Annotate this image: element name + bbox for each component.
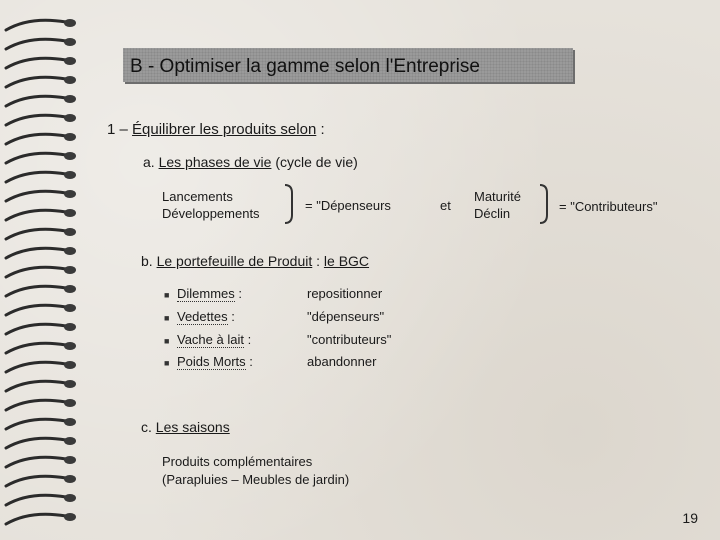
spiral-hole bbox=[64, 228, 76, 236]
spiral-hole bbox=[64, 304, 76, 312]
item-value: repositionner bbox=[307, 286, 383, 301]
part-c-line-2: (Parapluies – Meubles de jardin) bbox=[162, 472, 350, 487]
left-bracket bbox=[283, 183, 297, 225]
right-result: = "Contributeurs" bbox=[559, 199, 658, 214]
spiral-ring bbox=[6, 343, 66, 353]
part-a-label: a. bbox=[143, 154, 155, 170]
spiral-hole bbox=[64, 152, 76, 160]
spiral-ring bbox=[6, 324, 66, 334]
section-1-colon: : bbox=[320, 121, 325, 138]
spiral-ring bbox=[6, 248, 66, 258]
spiral-ring bbox=[6, 58, 66, 68]
part-a-heading bbox=[143, 154, 358, 170]
item-term: Vache à lait : bbox=[177, 332, 252, 347]
part-b-label: b. bbox=[141, 253, 153, 269]
spiral-ring bbox=[6, 305, 66, 315]
item-value: "dépenseurs" bbox=[307, 309, 385, 324]
part-c-heading bbox=[141, 419, 230, 435]
spiral-hole bbox=[64, 399, 76, 407]
section-1-heading-text: Équilibrer les produits selon bbox=[132, 121, 317, 138]
item-value: "contributeurs" bbox=[307, 332, 392, 347]
spiral-binding bbox=[0, 0, 82, 540]
part-a-title: Les phases de vie bbox=[158, 154, 272, 170]
spiral-hole bbox=[64, 57, 76, 65]
spiral-ring bbox=[6, 172, 66, 182]
part-c-title: Les saisons bbox=[155, 419, 230, 435]
spiral-hole bbox=[64, 133, 76, 141]
spiral-hole bbox=[64, 285, 76, 293]
spiral-ring bbox=[6, 514, 66, 524]
item-term: Vedettes : bbox=[177, 309, 235, 324]
slide-title: B - Optimiser la gamme selon l'Entreprise bbox=[130, 56, 480, 77]
spiral-ring bbox=[6, 115, 66, 125]
spiral-hole bbox=[64, 437, 76, 445]
spiral-ring bbox=[6, 210, 66, 220]
part-a-subtitle: (cycle de vie) bbox=[275, 154, 358, 170]
spiral-ring bbox=[6, 362, 66, 372]
part-c-line-1: Produits complémentaires bbox=[162, 454, 313, 469]
spiral-ring bbox=[6, 381, 66, 391]
spiral-hole bbox=[64, 19, 76, 27]
spiral-ring bbox=[6, 229, 66, 239]
spiral-hole bbox=[64, 456, 76, 464]
bullet-icon: ■ bbox=[164, 358, 170, 368]
spiral-ring bbox=[6, 134, 66, 144]
spiral-ring bbox=[6, 438, 66, 448]
spiral-hole bbox=[64, 266, 76, 274]
spiral-ring bbox=[6, 495, 66, 505]
bullet-icon: ■ bbox=[164, 336, 170, 346]
right-phases bbox=[474, 188, 521, 222]
phase-lancements: Lancements bbox=[162, 189, 233, 204]
right-bracket bbox=[538, 183, 552, 225]
spiral-ring bbox=[6, 191, 66, 201]
section-1-heading bbox=[107, 121, 325, 138]
spiral-hole bbox=[64, 95, 76, 103]
bullet-icon: ■ bbox=[164, 290, 170, 300]
page-number: 19 bbox=[682, 510, 698, 526]
phase-declin: Déclin bbox=[474, 206, 511, 221]
bullet-icon: ■ bbox=[164, 313, 170, 323]
spiral-hole bbox=[64, 114, 76, 122]
spiral-hole bbox=[64, 76, 76, 84]
spiral-hole bbox=[64, 171, 76, 179]
spiral-ring bbox=[6, 20, 66, 30]
spiral-ring bbox=[6, 39, 66, 49]
spiral-ring bbox=[6, 153, 66, 163]
spiral-ring bbox=[6, 267, 66, 277]
spiral-ring bbox=[6, 476, 66, 486]
spiral-hole bbox=[64, 361, 76, 369]
phase-maturite: Maturité bbox=[474, 189, 521, 204]
left-result: = "Dépenseurs bbox=[305, 198, 391, 213]
part-b-separator: : bbox=[316, 253, 321, 269]
spiral-hole bbox=[64, 418, 76, 426]
spiral-hole bbox=[64, 209, 76, 217]
spiral-hole bbox=[64, 323, 76, 331]
spiral-hole bbox=[64, 475, 76, 483]
item-term: Dilemmes : bbox=[177, 286, 243, 301]
spiral-hole bbox=[64, 494, 76, 502]
part-b-heading bbox=[141, 253, 369, 269]
spiral-hole bbox=[64, 247, 76, 255]
spiral-ring bbox=[6, 96, 66, 106]
spiral-ring bbox=[6, 400, 66, 410]
spiral-ring bbox=[6, 457, 66, 467]
spiral-ring bbox=[6, 286, 66, 296]
connector-et: et bbox=[440, 198, 451, 213]
part-c-label: c. bbox=[141, 419, 152, 435]
left-phases bbox=[162, 188, 260, 222]
spiral-ring bbox=[6, 419, 66, 429]
part-b-subject: le BGC bbox=[323, 253, 370, 269]
section-1-number: 1 – bbox=[107, 121, 128, 138]
part-b-title: Le portefeuille de Produit bbox=[156, 253, 313, 269]
part-c-text bbox=[162, 453, 349, 489]
spiral-hole bbox=[64, 38, 76, 46]
spiral-hole bbox=[64, 513, 76, 521]
item-value: abandonner bbox=[307, 354, 377, 369]
spiral-hole bbox=[64, 342, 76, 350]
item-term: Poids Morts : bbox=[177, 354, 253, 369]
spiral-hole bbox=[64, 190, 76, 198]
spiral-hole bbox=[64, 380, 76, 388]
spiral-ring bbox=[6, 77, 66, 87]
phase-developpements: Développements bbox=[162, 206, 260, 221]
